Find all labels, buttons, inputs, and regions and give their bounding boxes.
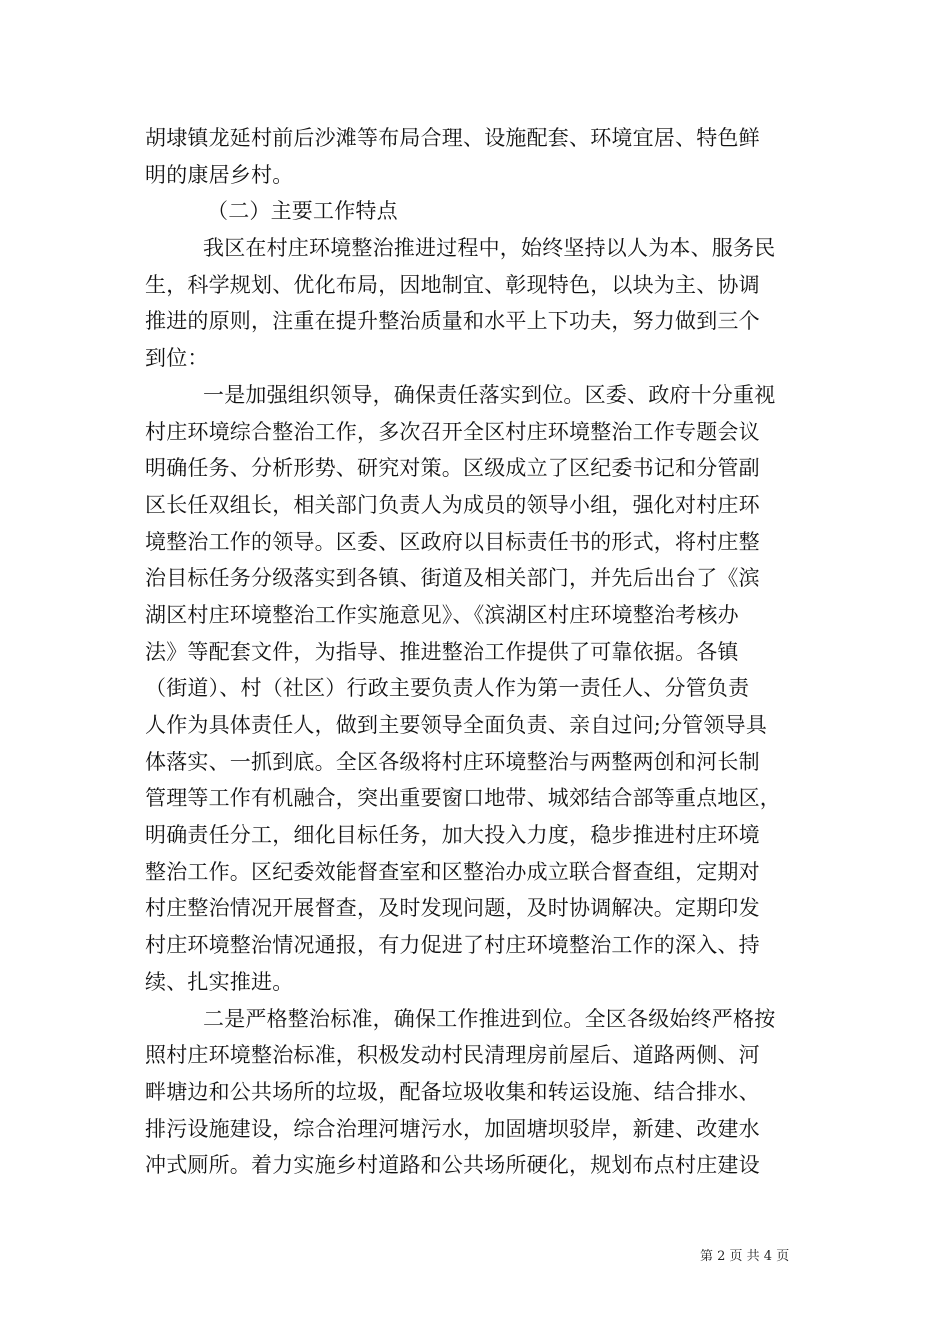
- text-line: 到位：: [145, 346, 209, 371]
- section-heading: （二）主要工作特点: [207, 199, 398, 224]
- text-line: 生，科学规划、优化布局，因地制宜、彰现特色，以块为主、协调: [145, 272, 760, 297]
- text-line: 明确任务、分析形势、研究对策。区级成立了区纪委书记和分管副: [145, 456, 760, 481]
- text-line: 体落实、一抓到底。全区各级将村庄环境整治与两整两创和河长制: [145, 749, 760, 774]
- text-line: 人作为具体责任人，做到主要领导全面负责、亲自过问;分管领导具: [145, 713, 768, 737]
- text-line: 明的康居乡村。: [145, 162, 294, 187]
- text-line: 村庄环境整治情况通报，有力促进了村庄环境整治工作的深入、持: [145, 933, 760, 958]
- text-line: 一是加强组织领导，确保责任落实到位。区委、政府十分重视: [203, 382, 776, 407]
- text-line: 二是严格整治标准，确保工作推进到位。全区各级始终严格按: [203, 1006, 776, 1031]
- text-line: 冲式厕所。着力实施乡村道路和公共场所硬化，规划布点村庄建设: [145, 1153, 760, 1178]
- page-number: 第 2 页 共 4 页: [700, 1249, 790, 1264]
- text-line: 村庄环境综合整治工作，多次召开全区村庄环境整治工作专题会议: [145, 419, 760, 444]
- text-line: 我区在村庄环境整治推进过程中，始终坚持以人为本、服务民: [203, 236, 776, 261]
- text-line: 照村庄环境整治标准，积极发动村民清理房前屋后、道路两侧、河: [145, 1043, 760, 1068]
- body-text: [145, 120, 805, 1184]
- text-line: 治目标任务分级落实到各镇、街道及相关部门，并先后出台了《滨: [145, 566, 760, 591]
- text-line: 区长任双组长，相关部门负责人为成员的领导小组，强化对村庄环: [145, 492, 760, 517]
- text-line: 村庄整治情况开展督查，及时发现问题，及时协调解决。定期印发: [145, 896, 760, 921]
- text-line: 境整治工作的领导。区委、区政府以目标责任书的形式，将村庄整: [145, 529, 760, 554]
- text-line: 湖区村庄环境整治工作实施意见》、《滨湖区村庄环境整治考核办: [145, 602, 739, 627]
- text-line: 整治工作。区纪委效能督查室和区整治办成立联合督查组，定期对: [145, 859, 760, 884]
- text-line: 排污设施建设，综合治理河塘污水，加固塘坝驳岸，新建、改建水: [145, 1116, 760, 1141]
- text-line: 明确责任分工，细化目标任务，加大投入力度，稳步推进村庄环境: [145, 823, 760, 848]
- text-line: 法》等配套文件，为指导、推进整治工作提供了可靠依据。各镇: [145, 639, 739, 664]
- text-line: 续、扎实推进。: [145, 969, 294, 994]
- text-line: 胡埭镇龙延村前后沙滩等布局合理、设施配套、环境宜居、特色鲜: [145, 126, 760, 150]
- text-line: 畔塘边和公共场所的垃圾，配备垃圾收集和转运设施、结合排水、: [145, 1079, 760, 1104]
- text-line: 管理等工作有机融合，突出重要窗口地带、城郊结合部等重点地区，: [145, 786, 781, 811]
- text-line: 推进的原则，注重在提升整治质量和水平上下功夫，努力做到三个: [145, 309, 760, 334]
- text-line: （街道）、村（社区）行政主要负责人作为第一责任人、分管负责: [145, 676, 750, 701]
